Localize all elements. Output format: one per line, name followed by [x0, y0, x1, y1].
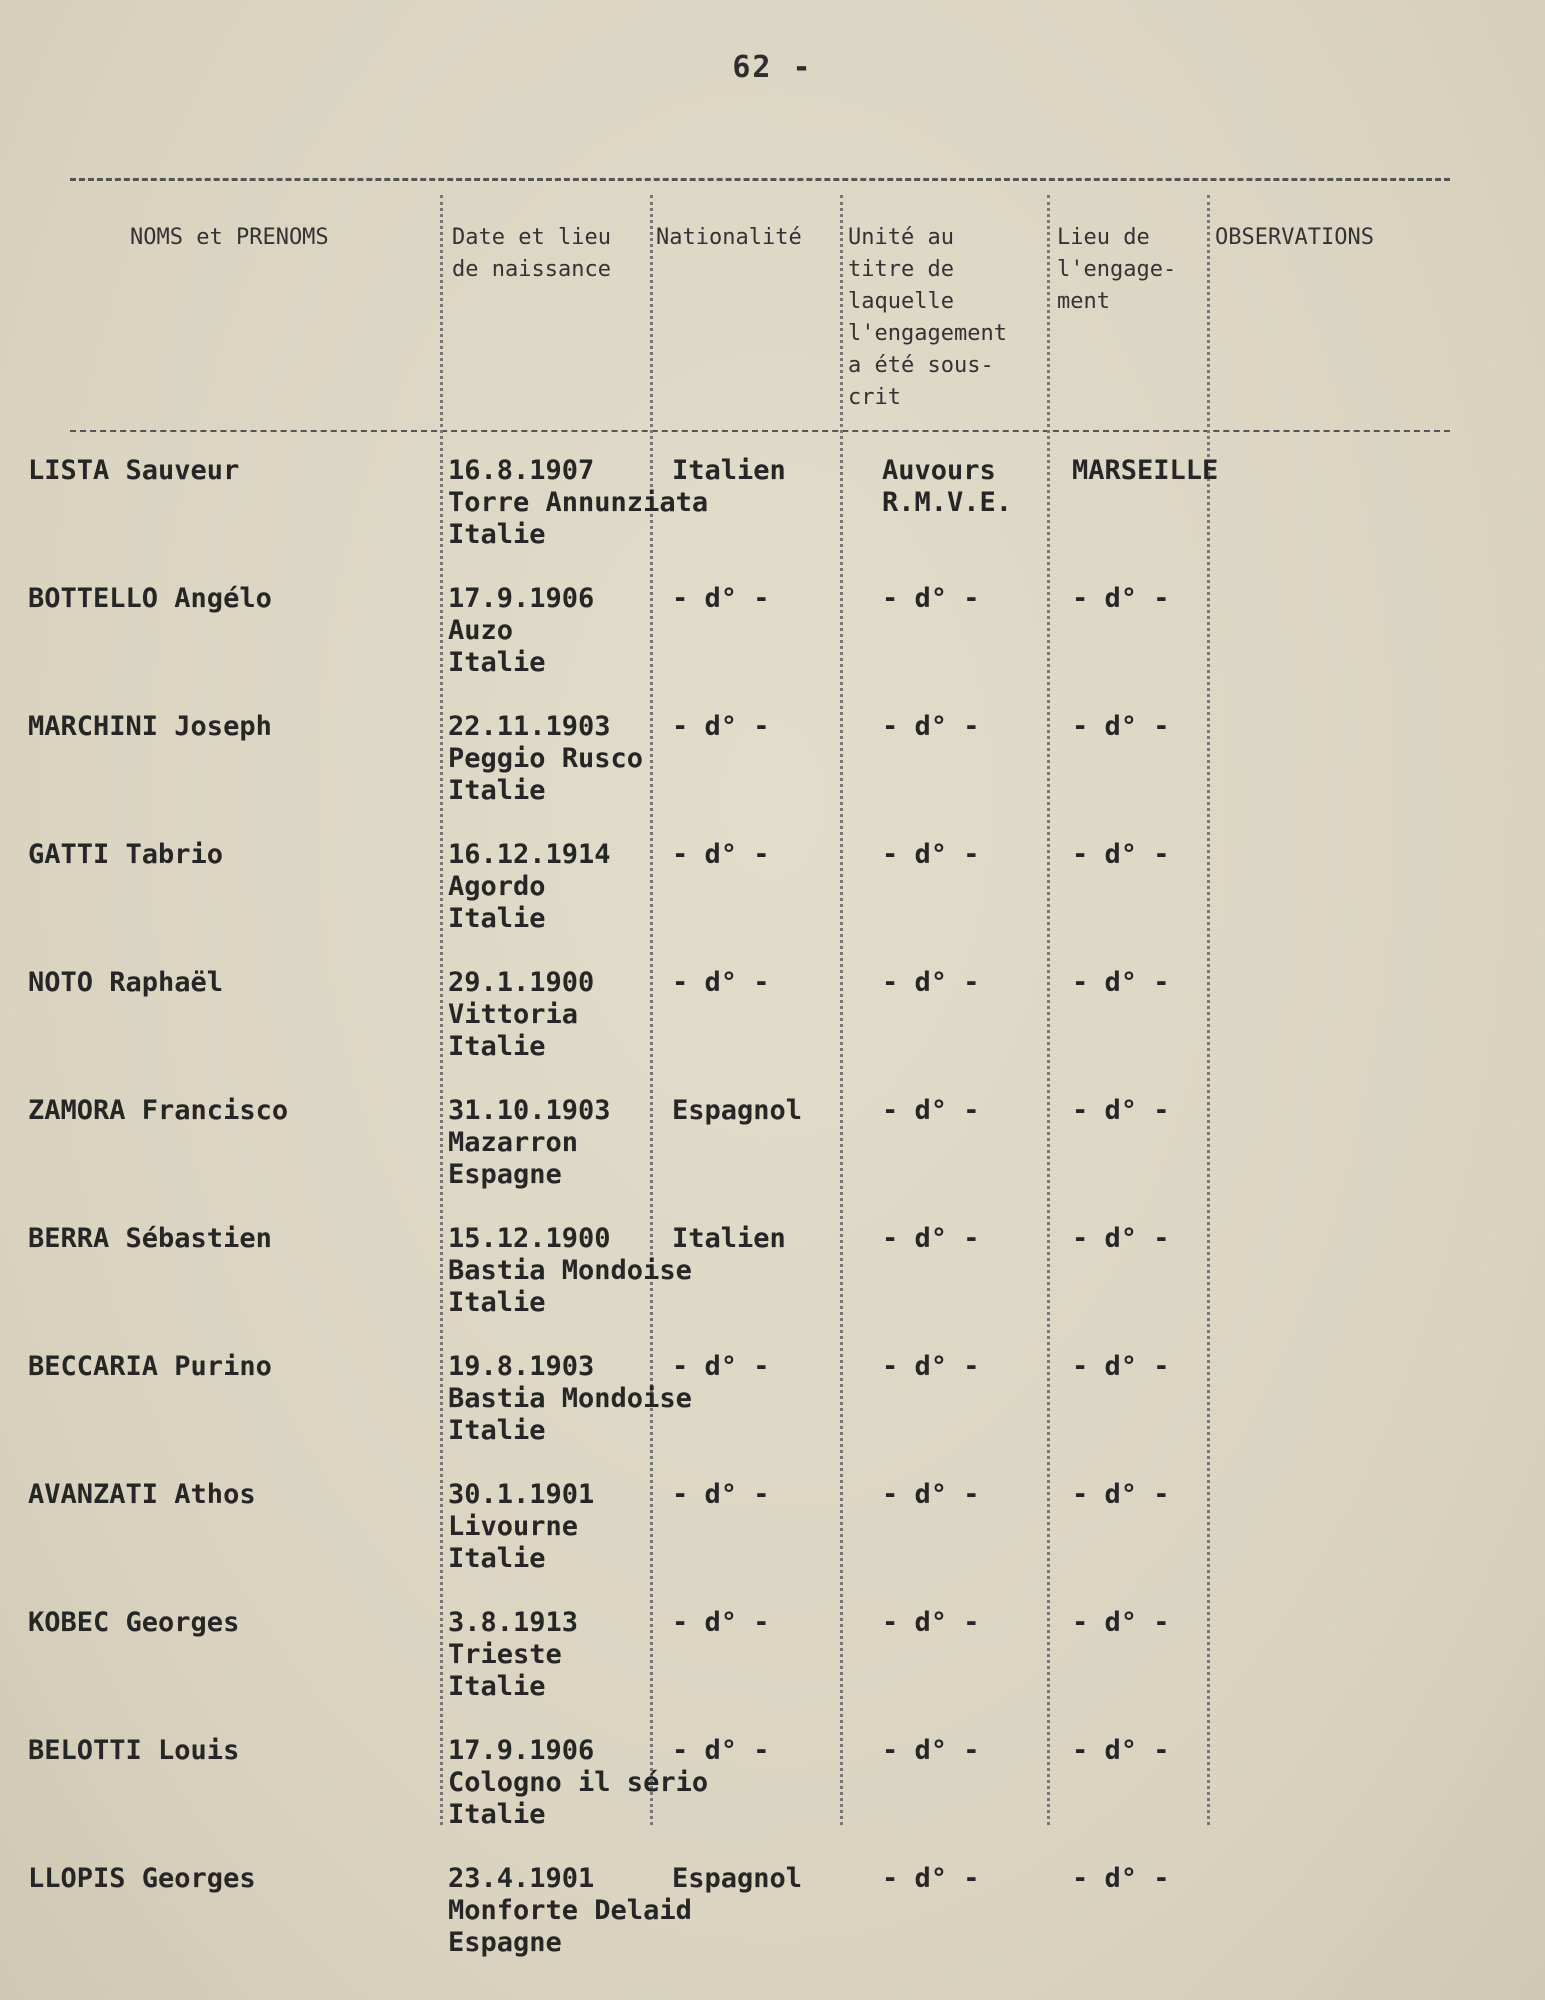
person-name: LISTA Sauveur — [28, 455, 240, 486]
engagement-place: - d° - — [1072, 1479, 1170, 1510]
birth-date-place: 16.12.1914 Agordo Italie — [448, 839, 611, 934]
nationality: Italien — [672, 1223, 786, 1254]
nationality: - d° - — [672, 1735, 770, 1766]
engagement-place: - d° - — [1072, 1735, 1170, 1766]
person-name: BECCARIA Purino — [28, 1351, 272, 1382]
table-row — [0, 1095, 1545, 1205]
engagement-place: - d° - — [1072, 1223, 1170, 1254]
engagement-unit: - d° - — [882, 1095, 980, 1126]
table-row — [0, 711, 1545, 821]
birth-date-place: 30.1.1901 Livourne Italie — [448, 1479, 595, 1574]
nationality: - d° - — [672, 1479, 770, 1510]
nationality: Espagnol — [672, 1095, 803, 1126]
person-name: BELOTTI Louis — [28, 1735, 240, 1766]
table-row — [0, 1607, 1545, 1717]
birth-date-place: 23.4.1901 Monforte Delaid Espagne — [448, 1863, 692, 1958]
table-row — [0, 1479, 1545, 1589]
engagement-unit: - d° - — [882, 1351, 980, 1382]
person-name: MARCHINI Joseph — [28, 711, 272, 742]
birth-date-place: 31.10.1903 Mazarron Espagne — [448, 1095, 611, 1190]
header-nationality: Nationalité — [656, 225, 802, 250]
person-name: LLOPIS Georges — [28, 1863, 256, 1894]
birth-date-place: 3.8.1913 Trieste Italie — [448, 1607, 579, 1702]
table-row — [0, 1223, 1545, 1333]
engagement-unit: - d° - — [882, 839, 980, 870]
birth-date-place: 15.12.1900 Bastia Mondoise Italie — [448, 1223, 692, 1318]
person-name: AVANZATI Athos — [28, 1479, 256, 1510]
birth-date-place: 29.1.1900 Vittoria Italie — [448, 967, 595, 1062]
page-number: 62 - — [732, 50, 813, 85]
table-row — [0, 1351, 1545, 1461]
table-row — [0, 583, 1545, 693]
header-bottom-rule — [70, 430, 1450, 432]
engagement-unit: - d° - — [882, 1607, 980, 1638]
person-name: NOTO Raphaël — [28, 967, 224, 998]
nationality: - d° - — [672, 583, 770, 614]
table-row — [0, 455, 1545, 565]
nationality: - d° - — [672, 967, 770, 998]
table-row — [0, 1863, 1545, 1973]
nationality: - d° - — [672, 711, 770, 742]
engagement-unit: - d° - — [882, 1735, 980, 1766]
engagement-unit: - d° - — [882, 967, 980, 998]
engagement-unit: - d° - — [882, 583, 980, 614]
header-unit: Unité au titre de laquelle l'engagement a été sous- crit — [848, 225, 1007, 410]
birth-date-place: 17.9.1906 Cologno il sério Italie — [448, 1735, 709, 1830]
engagement-place: - d° - — [1072, 1351, 1170, 1382]
nationality: Italien — [672, 455, 786, 486]
birth-date-place: 16.8.1907 Torre Annunziata Italie — [448, 455, 709, 550]
birth-date-place: 17.9.1906 Auzo Italie — [448, 583, 595, 678]
engagement-unit: - d° - — [882, 711, 980, 742]
engagement-unit: - d° - — [882, 1479, 980, 1510]
engagement-unit: Auvours R.M.V.E. — [882, 455, 1013, 518]
header-place: Lieu de l'engage- ment — [1057, 225, 1177, 314]
engagement-place: - d° - — [1072, 967, 1170, 998]
engagement-unit: - d° - — [882, 1863, 980, 1894]
engagement-place: - d° - — [1072, 1095, 1170, 1126]
birth-date-place: 19.8.1903 Bastia Mondoise Italie — [448, 1351, 692, 1446]
engagement-place: - d° - — [1072, 583, 1170, 614]
table-row — [0, 967, 1545, 1077]
nationality: - d° - — [672, 839, 770, 870]
birth-date-place: 22.11.1903 Peggio Rusco Italie — [448, 711, 644, 806]
nationality: - d° - — [672, 1351, 770, 1382]
nationality: - d° - — [672, 1607, 770, 1638]
engagement-place: - d° - — [1072, 1863, 1170, 1894]
table-row — [0, 1735, 1545, 1845]
engagement-place: - d° - — [1072, 711, 1170, 742]
person-name: KOBEC Georges — [28, 1607, 240, 1638]
engagement-place: - d° - — [1072, 839, 1170, 870]
engagement-place: MARSEILLE — [1072, 455, 1219, 486]
person-name: BERRA Sébastien — [28, 1223, 272, 1254]
header-observations: OBSERVATIONS — [1215, 225, 1374, 250]
nationality: Espagnol — [672, 1863, 803, 1894]
engagement-unit: - d° - — [882, 1223, 980, 1254]
engagement-place: - d° - — [1072, 1607, 1170, 1638]
header-birth: Date et lieu de naissance — [452, 225, 611, 282]
person-name: ZAMORA Francisco — [28, 1095, 289, 1126]
header-top-rule — [70, 178, 1450, 181]
person-name: BOTTELLO Angélo — [28, 583, 272, 614]
header-names: NOMS et PRENOMS — [130, 225, 329, 250]
table-row — [0, 839, 1545, 949]
person-name: GATTI Tabrio — [28, 839, 224, 870]
